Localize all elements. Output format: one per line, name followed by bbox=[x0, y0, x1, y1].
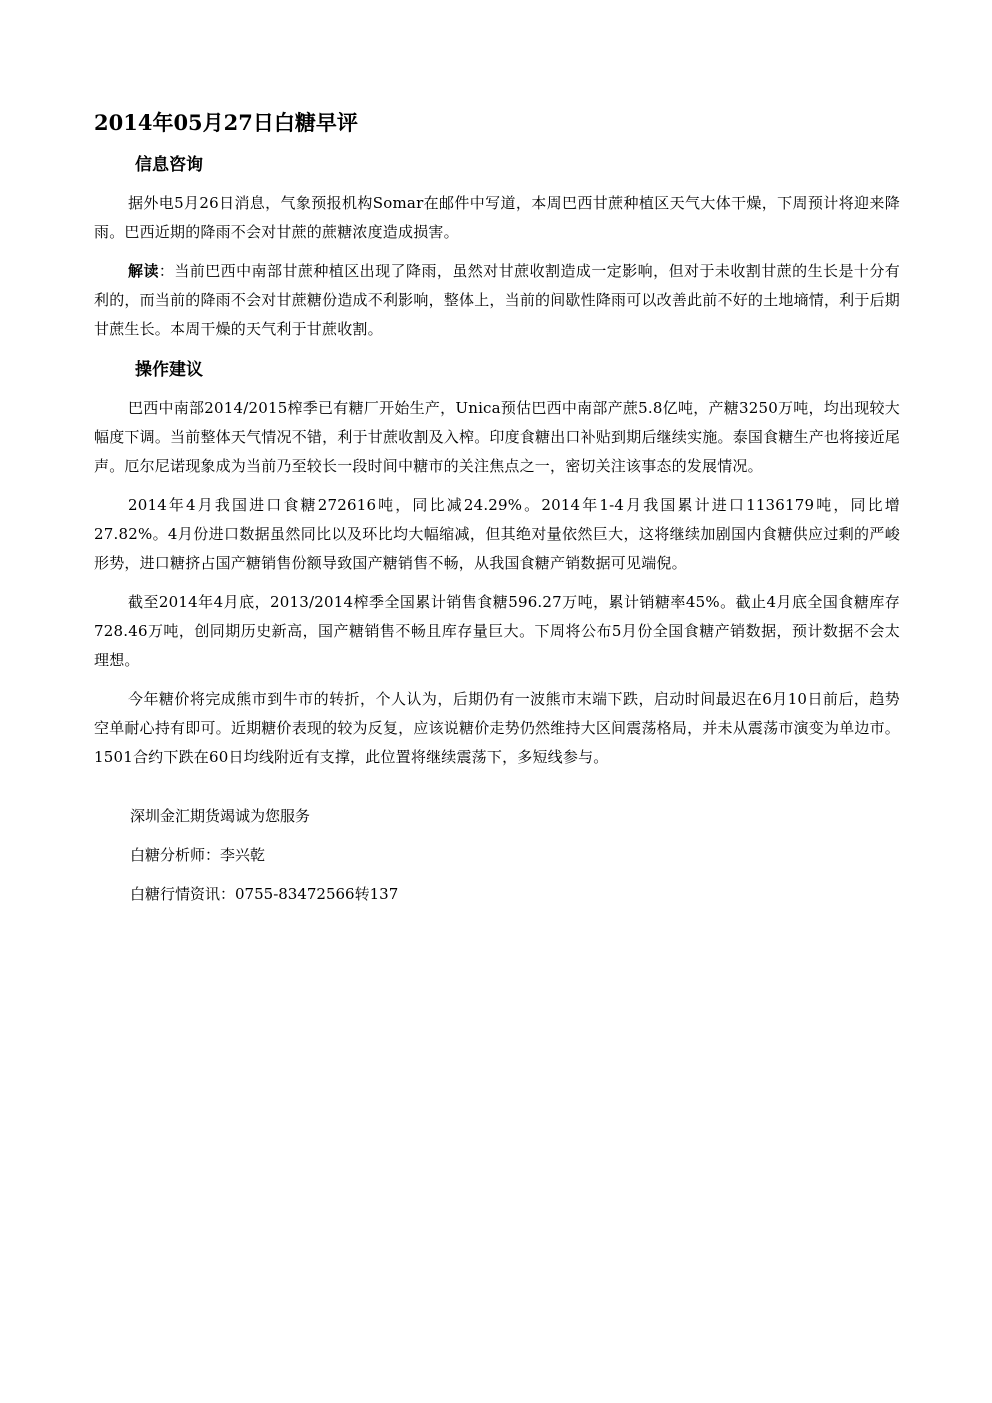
document-title: 2014年05月27日白糖早评 bbox=[94, 110, 358, 135]
paragraph-weather-news bbox=[94, 189, 900, 247]
paragraph-text: 据外电5月26日消息，气象预报机构Somar在邮件中写道，本周巴西甘蔗种植区天气大体干燥，下周预计将迎来降雨。巴西近期的降雨不会对甘蔗的蔗糖浓度造成损害。 bbox=[94, 194, 900, 241]
section-heading-info: 信息咨询 bbox=[135, 155, 203, 175]
paragraph-sales-inventory bbox=[94, 588, 900, 675]
paragraph-text: ：当前巴西中南部甘蔗种植区出现了降雨，虽然对甘蔗收割造成一定影响，但对于未收割甘蔗的生长是十分有利的，而当前的降雨不会对甘蔗糖份造成不利影响，整体上，当前的间歇性降雨可以改善此前不好的土地墒情，利于后期甘蔗生长。本周干燥的天气利于甘蔗收割。 bbox=[94, 262, 900, 338]
paragraph-text: 2014年4月我国进口食糖272616吨，同比减24.29%。2014年1-4月我国累计进口1136179吨，同比增27.82%。4月份进口数据虽然同比以及环比均大幅缩减，但其绝对量依然巨大，这将继续加剧国内食糖供应过剩的严峻形势，进口糖挤占国产糖销售份额导致国产糖销售不畅，从我国食糖产销数据可见端倪。 bbox=[94, 496, 900, 572]
document-page bbox=[94, 107, 900, 923]
analyst-label: 白糖分析师： bbox=[130, 846, 221, 864]
document-footer bbox=[94, 806, 900, 904]
paragraph-brazil-production bbox=[94, 394, 900, 481]
paragraph-import-data bbox=[94, 491, 900, 578]
paragraph-text: 今年糖价将完成熊市到牛市的转折，个人认为，后期仍有一波熊市末端下跌，启动时间最迟在6月10日前后，趋势空单耐心持有即可。近期糖价表现的较为反复，应该说糖价走势仍然维持大区间震荡格局，并未从震荡市演变为单边市。1501合约下跌在60日均线附近有支撑，此位置将继续震荡下，多短线参与。 bbox=[94, 690, 900, 766]
paragraph-text: 截至2014年4月底，2013/2014榨季全国累计销售食糖596.27万吨，累计销糖率45%。截止4月底全国食糖库存728.46万吨，创同期历史新高，国产糖销售不畅且库存量巨大。下周将公布5月份全国食糖产销数据，预计数据不会太理想。 bbox=[94, 593, 900, 669]
paragraph-price-outlook bbox=[94, 685, 900, 772]
service-line: 深圳金汇期货竭诚为您服务 bbox=[130, 807, 311, 825]
paragraph-text: 巴西中南部2014/2015榨季已有糖厂开始生产，Unica预估巴西中南部产蔗5.8亿吨，产糖3250万吨，均出现较大幅度下调。当前整体天气情况不错，利于甘蔗收割及入榨。印度食糖出口补贴到期后继续实施。泰国食糖生产也将接近尾声。厄尔尼诺现象成为当前乃至较长一段时间中糖市的关注焦点之一，密切关注该事态的发展情况。 bbox=[94, 399, 900, 475]
hotline-label: 白糖行情资讯： bbox=[130, 885, 236, 903]
analyst-line bbox=[130, 845, 900, 865]
paragraph-lead-interpretation: 解读 bbox=[128, 262, 159, 280]
hotline-number: 0755-83472566转137 bbox=[235, 885, 399, 903]
section-heading-advice: 操作建议 bbox=[135, 360, 203, 380]
paragraph-interpretation bbox=[94, 257, 900, 344]
hotline-line bbox=[130, 884, 900, 904]
analyst-name: 李兴乾 bbox=[220, 846, 266, 864]
